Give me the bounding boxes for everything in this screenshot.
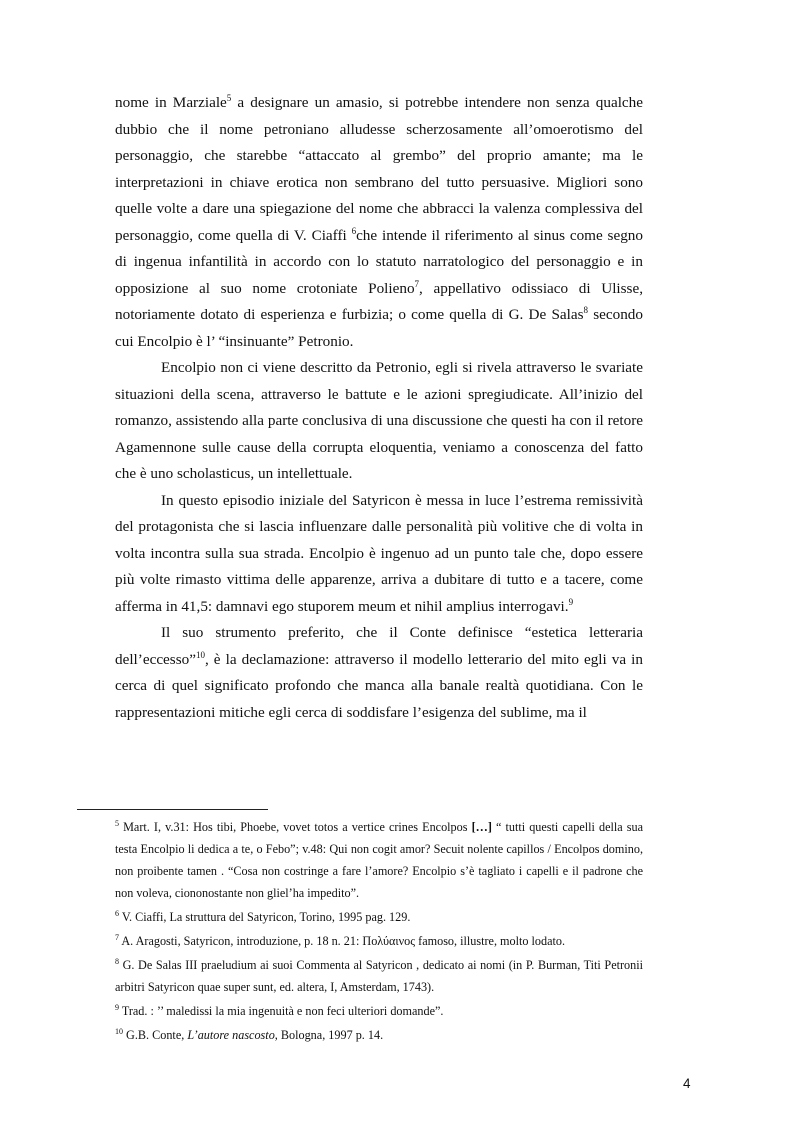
italic-title: L’autore nascosto — [187, 1028, 275, 1042]
footnote-ref: 7 — [414, 278, 420, 289]
footnote-ref: 5 — [226, 92, 232, 103]
footnote-10 — [115, 1024, 643, 1046]
footnote-ref: 9 — [568, 596, 574, 607]
text-run: G.B. Conte, — [126, 1028, 188, 1042]
main-text — [115, 90, 643, 726]
footnote-number: 6 — [115, 908, 119, 918]
paragraph-3 — [115, 488, 643, 621]
paragraph-1 — [115, 90, 643, 355]
text-run: nome in Marziale — [115, 94, 227, 111]
text-run: a designare un amasio, si potrebbe intendere non senza qualche dubbio che il nome petroniano alludesse scherzosamente all’omoerotismo del personaggio, che starebbe “attaccato al grembo” del proprio amante; ma le interpretazioni in chiave erotica non sembrano del tutto persuasive. Migliori sono quelle volte a dare una spiegazione del nome che abbracci la valenza complessiva del personaggio, come quella di V. Ciaffi — [115, 94, 643, 244]
paragraph-2 — [115, 355, 643, 488]
footnote-number: 7 — [115, 932, 119, 942]
text-run: che intende il riferimento al sinus come segno di ingenua infantilità in accordo con lo statuto narratologico del personaggio e in opposizione al suo nome crotoniate Polieno — [115, 226, 643, 297]
footnote-9 — [115, 1000, 643, 1022]
footnote-number: 5 — [115, 818, 119, 828]
text-run: G. De Salas III praeludium ai suoi Commenta al Satyricon , dedicato ai nomi (in P. Burman, Titi Petronii arbitri Satyricon quae super sunt, ed. altera, I, Amsterdam, 1743). — [115, 958, 644, 994]
text-run: V. Ciaffi, La struttura del Satyricon, Torino, 1995 pag. 129. — [121, 910, 411, 924]
footnote-number: 10 — [115, 1026, 123, 1036]
page-number: 4 — [683, 1076, 691, 1091]
text-run: secondo cui Encolpio è l’ “insinuante” Petronio. — [115, 306, 643, 350]
text-run: Encolpio non ci viene descritto da Petronio, egli si rivela attraverso le svariate situazioni della scena, attraverso le battute e le azioni spregiudicate. All’inizio del romanzo, assistendo alla parte conclusiva di una discussione che questi ha con il retore Agamennone sulle cause della corrupta eloquentia, veniamo a conoscenza del fatto che è uno scholasticus, un intellettuale. — [115, 359, 643, 482]
text-run: In questo episodio iniziale del Satyricon è messa in luce l’estrema remissività del protagonista che si lascia influenzare dalle personalità più volitive che di volta in volta incontra sulla sua strada. Encolpio è ingenuo ad un punto tale che, dopo essere più volte rimasto vittima delle apparenze, arriva a dubitare di tutto e a tacere, come afferma in 41,5: damnavi ego stuporem meum et nihil amplius interrogavi. — [115, 491, 643, 615]
text-run: , è la declamazione: attraverso il modello letterario del mito egli va in cerca di quel significato profondo che manca alla banale realtà quotidiana. Con le rappresentazioni mitiche egli cerca di soddisfare l’esigenza del sublime, ma il — [115, 650, 643, 721]
footnote-6 — [115, 906, 643, 928]
text-run: Il suo strumento preferito, che il Conte definisce “estetica letteraria dell’eccesso” — [115, 624, 643, 668]
text-run: A. Aragosti, Satyricon, introduzione, p. 18 n. 21: Πολύαινος famoso, illustre, molto lodato. — [121, 934, 566, 948]
text-run: Trad. : ’’ maledissi la mia ingenuità e non feci ulteriori domande”. — [121, 1004, 444, 1018]
footnote-8 — [115, 954, 643, 998]
footnote-5 — [115, 816, 643, 904]
footnote-ref: 8 — [583, 304, 589, 315]
footnote-number: 9 — [115, 1002, 119, 1012]
footnote-separator — [77, 809, 268, 810]
footnote-ref: 10 — [195, 649, 205, 660]
footnotes — [115, 816, 643, 1048]
paragraph-4 — [115, 620, 643, 726]
bold-ellipsis: […] — [471, 820, 492, 834]
footnote-7 — [115, 930, 643, 952]
text-run: , appellativo odissiaco di Ulisse, notoriamente dotato di esperienza e furbizia; o come quella di G. De Salas — [115, 279, 643, 323]
footnote-ref: 6 — [351, 225, 357, 236]
text-run: , Bologna, 1997 p. 14. — [274, 1028, 384, 1042]
footnote-number: 8 — [115, 956, 119, 966]
text-run: “ tutti questi capelli della sua testa Encolpio li dedica a te, o Febo”; v.48: Qui non cogit amor? Secuit nolente capillos / Encolpos domino, non proibente tamen . “Cosa non costringe a fare l’amore? Encolpio s’è tagliato i capelli e il padrone che non voleva, ciononostante non glielʼha impedito”. — [115, 820, 643, 900]
text-run: Mart. I, v.31: Hos tibi, Phoebe, vovet totos a vertice crines Encolpos — [123, 820, 472, 834]
